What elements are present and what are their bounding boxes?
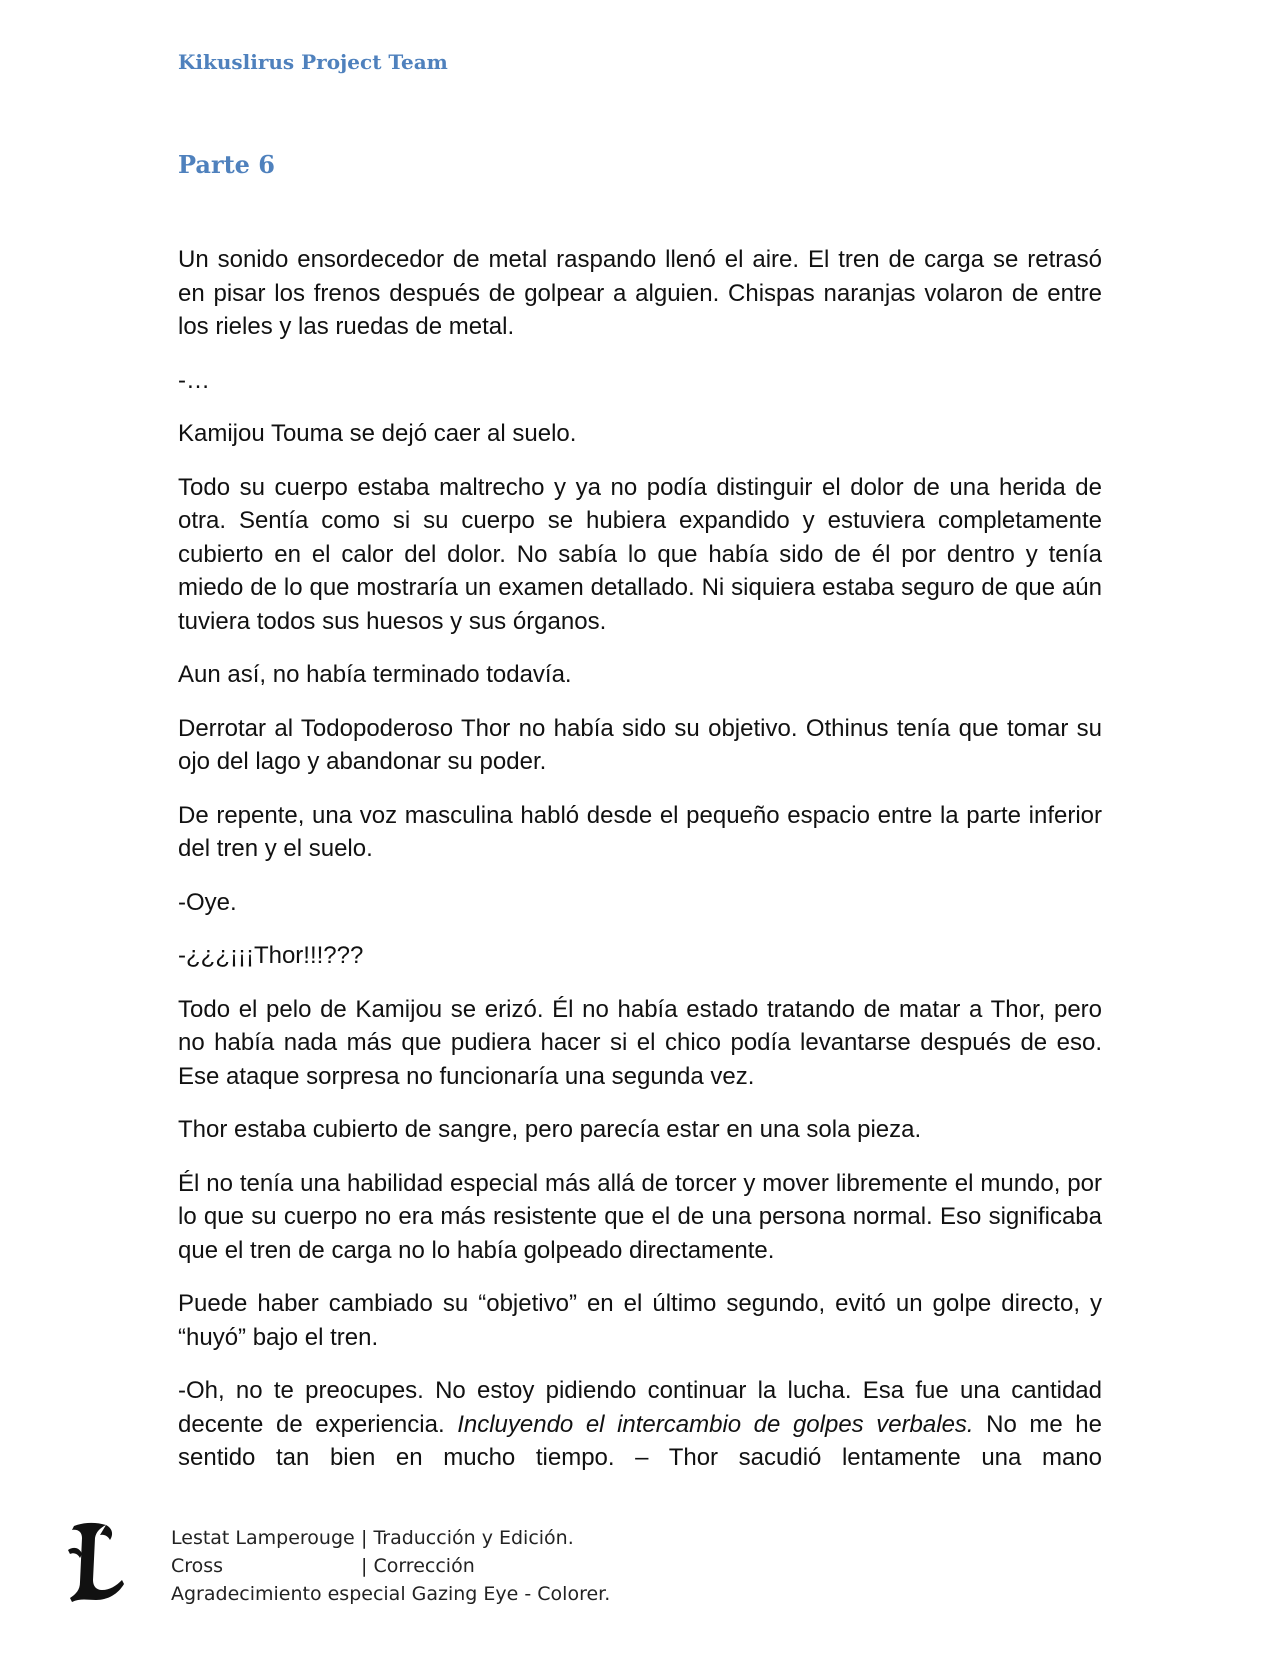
- paragraph: -…: [178, 366, 210, 394]
- credit-name: Cross: [171, 1555, 224, 1577]
- paragraph: Todo el pelo de Kamijou se erizó. Él no había estado tratando de matar a Thor, pero no había nada más que pudiera hacer si el chico podía levantarse después de eso. Ese ataque sorpresa no funcionaría una segunda vez.: [178, 995, 1102, 1090]
- paragraph: -¿¿¿¡¡¡Thor!!!???: [178, 942, 364, 969]
- header-team-name: Kikuslirus Project Team: [178, 50, 448, 74]
- credit-role: | Corrección: [361, 1555, 475, 1577]
- section-title: Parte 6: [178, 150, 276, 179]
- paragraph: Thor estaba cubierto de sangre, pero parecía estar en una sola pieza.: [178, 1116, 922, 1143]
- gothic-l-logo-icon: [66, 1520, 128, 1604]
- paragraph: Él no tenía una habilidad especial más allá de torcer y mover libremente el mundo, por lo que su cuerpo no era más resistente que el de una persona normal. Eso significaba que el tren de carga no lo había golpeado directamente.: [178, 1169, 1102, 1264]
- footer-credits: [171, 1524, 610, 1608]
- credit-thanks: Agradecimiento especial Gazing Eye - Colorer.: [171, 1583, 611, 1605]
- credit-row: [171, 1552, 610, 1580]
- paragraph: Puede haber cambiado su “objetivo” en el último segundo, evitó un golpe directo, y “huyó” bajo el tren.: [178, 1290, 1102, 1351]
- italic-text: Incluyendo el intercambio de golpes verbales.: [457, 1410, 974, 1438]
- paragraph: Un sonido ensordecedor de metal raspando llenó el aire. El tren de carga se retrasó en pisar los frenos después de golpear a alguien. Chispas naranjas volaron de entre los rieles y las ruedas de metal.: [178, 246, 1102, 340]
- paragraph-text: No me he sentido tan bien en mucho tiempo. – Thor sacudió lentamente una mano: [178, 1410, 1102, 1471]
- paragraph: Kamijou Touma se dejó caer al suelo.: [178, 420, 577, 447]
- paragraph-text: -Oh, no te preocupes. No estoy pidiendo continuar la lucha. Esa fue una cantidad decente de experiencia.: [178, 1377, 1102, 1438]
- paragraph: Aun así, no había terminado todavía.: [178, 661, 572, 688]
- credit-name: Lestat Lamperouge: [171, 1527, 355, 1549]
- paragraph: Todo su cuerpo estaba maltrecho y ya no podía distinguir el dolor de una herida de otra. Sentía como si su cuerpo se hubiera expandido y estuviera completamente cubierto en el calor del dolor. No sabía lo que había sido de él por dentro y tenía miedo de lo que mostraría un examen detallado. Ni siquiera estaba seguro de que aún tuviera todos sus huesos y sus órganos.: [178, 473, 1102, 635]
- paragraph: [178, 1374, 1102, 1475]
- paragraph: De repente, una voz masculina habló desde el pequeño espacio entre la parte inferior del tren y el suelo.: [178, 801, 1102, 862]
- paragraph: Derrotar al Todopoderoso Thor no había sido su objetivo. Othinus tenía que tomar su ojo del lago y abandonar su poder.: [178, 714, 1102, 775]
- credit-role: | Traducción y Edición.: [361, 1527, 574, 1549]
- credit-row: [171, 1524, 610, 1552]
- paragraph: -Oye.: [178, 888, 237, 916]
- body-text: [178, 243, 1102, 1475]
